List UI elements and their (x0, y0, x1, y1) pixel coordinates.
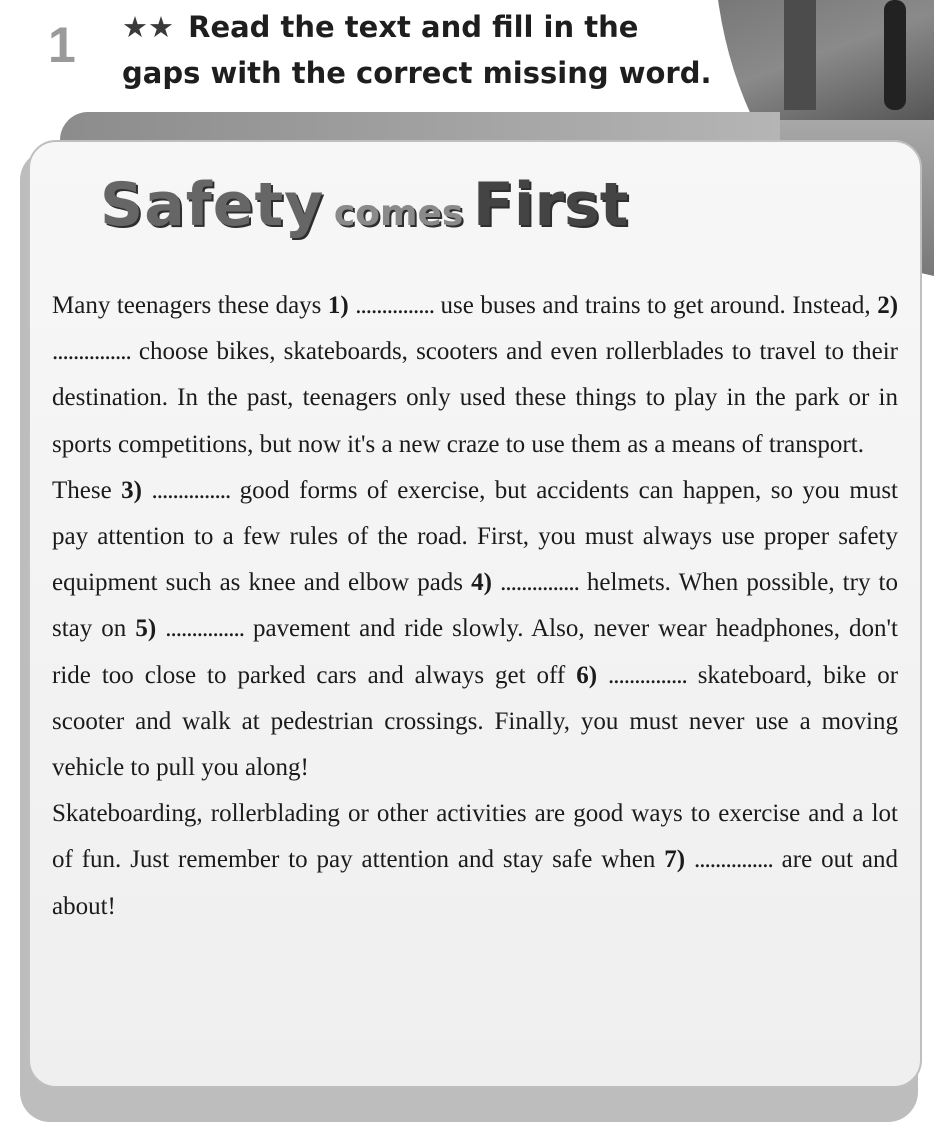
text-segment: good forms of exercise, but accidents can happen, so you must pay attention to a few rules of the road. First, you must always use proper safety equipment such as knee and elbow pads (52, 476, 898, 597)
text-segment: helmets. When possible, try to stay on (52, 569, 898, 643)
gap-label: 3) (121, 476, 142, 504)
instruction-text: Read the text and fill in the gaps with the correct missing word. (122, 10, 712, 90)
text-segment: skateboard, bike or scooter and walk at pedestrian crossings. Finally, you must never use a moving vehicle to pull you along! (52, 661, 899, 782)
gap-blank[interactable]: ............... (52, 338, 131, 366)
gap-blank[interactable]: ............... (151, 476, 231, 504)
difficulty-stars: ★★ (122, 10, 174, 44)
text-segment: choose bikes, skateboards, scooters and even rollerblades to travel to their destination. In the past, teenagers only used these things to play in the park or in sports competitions, but now it's a new craze to use them as a means of transport. (52, 338, 898, 458)
gap-blank[interactable]: ............... (500, 569, 579, 597)
photo-skater-leg (884, 0, 906, 110)
gap-blank[interactable]: ............... (694, 846, 773, 874)
photo-tree-trunk (784, 0, 816, 110)
gap-label: 5) (135, 615, 157, 643)
text-segment: Skateboarding, rollerblading or other activities are good ways to exercise and a lot of fun. Just remember to pay attention and stay safe when (52, 800, 898, 874)
exercise-instruction (122, 4, 722, 96)
gap-label: 1) (327, 292, 349, 319)
gap-blank[interactable]: ............... (608, 661, 687, 689)
text-segment: pavement and ride slowly. Also, never wear headphones, don't ride too close to parked cars and always get off (52, 615, 898, 689)
gap-label: 2) (877, 292, 899, 319)
gap-label: 6) (576, 661, 598, 689)
title-first: First (472, 170, 629, 240)
gap-blank[interactable]: ............... (355, 292, 435, 319)
text-segment: These (52, 476, 122, 504)
title-safety: Safety (100, 170, 325, 240)
text-segment: are out and about! (52, 846, 899, 920)
exercise-number: 1 (48, 17, 76, 73)
gap-label: 4) (471, 569, 492, 597)
article-title (100, 170, 800, 250)
text-segment: use buses and trains to get around. Instead, (434, 292, 878, 319)
gap-label: 7) (664, 846, 686, 874)
paragraph (52, 283, 898, 468)
paragraph (52, 791, 898, 930)
paragraph (52, 468, 898, 791)
gap-blank[interactable]: ............... (165, 615, 244, 643)
article-body (52, 283, 898, 930)
title-comes: comes (333, 193, 464, 234)
text-segment: Many teenagers these days (52, 292, 328, 319)
